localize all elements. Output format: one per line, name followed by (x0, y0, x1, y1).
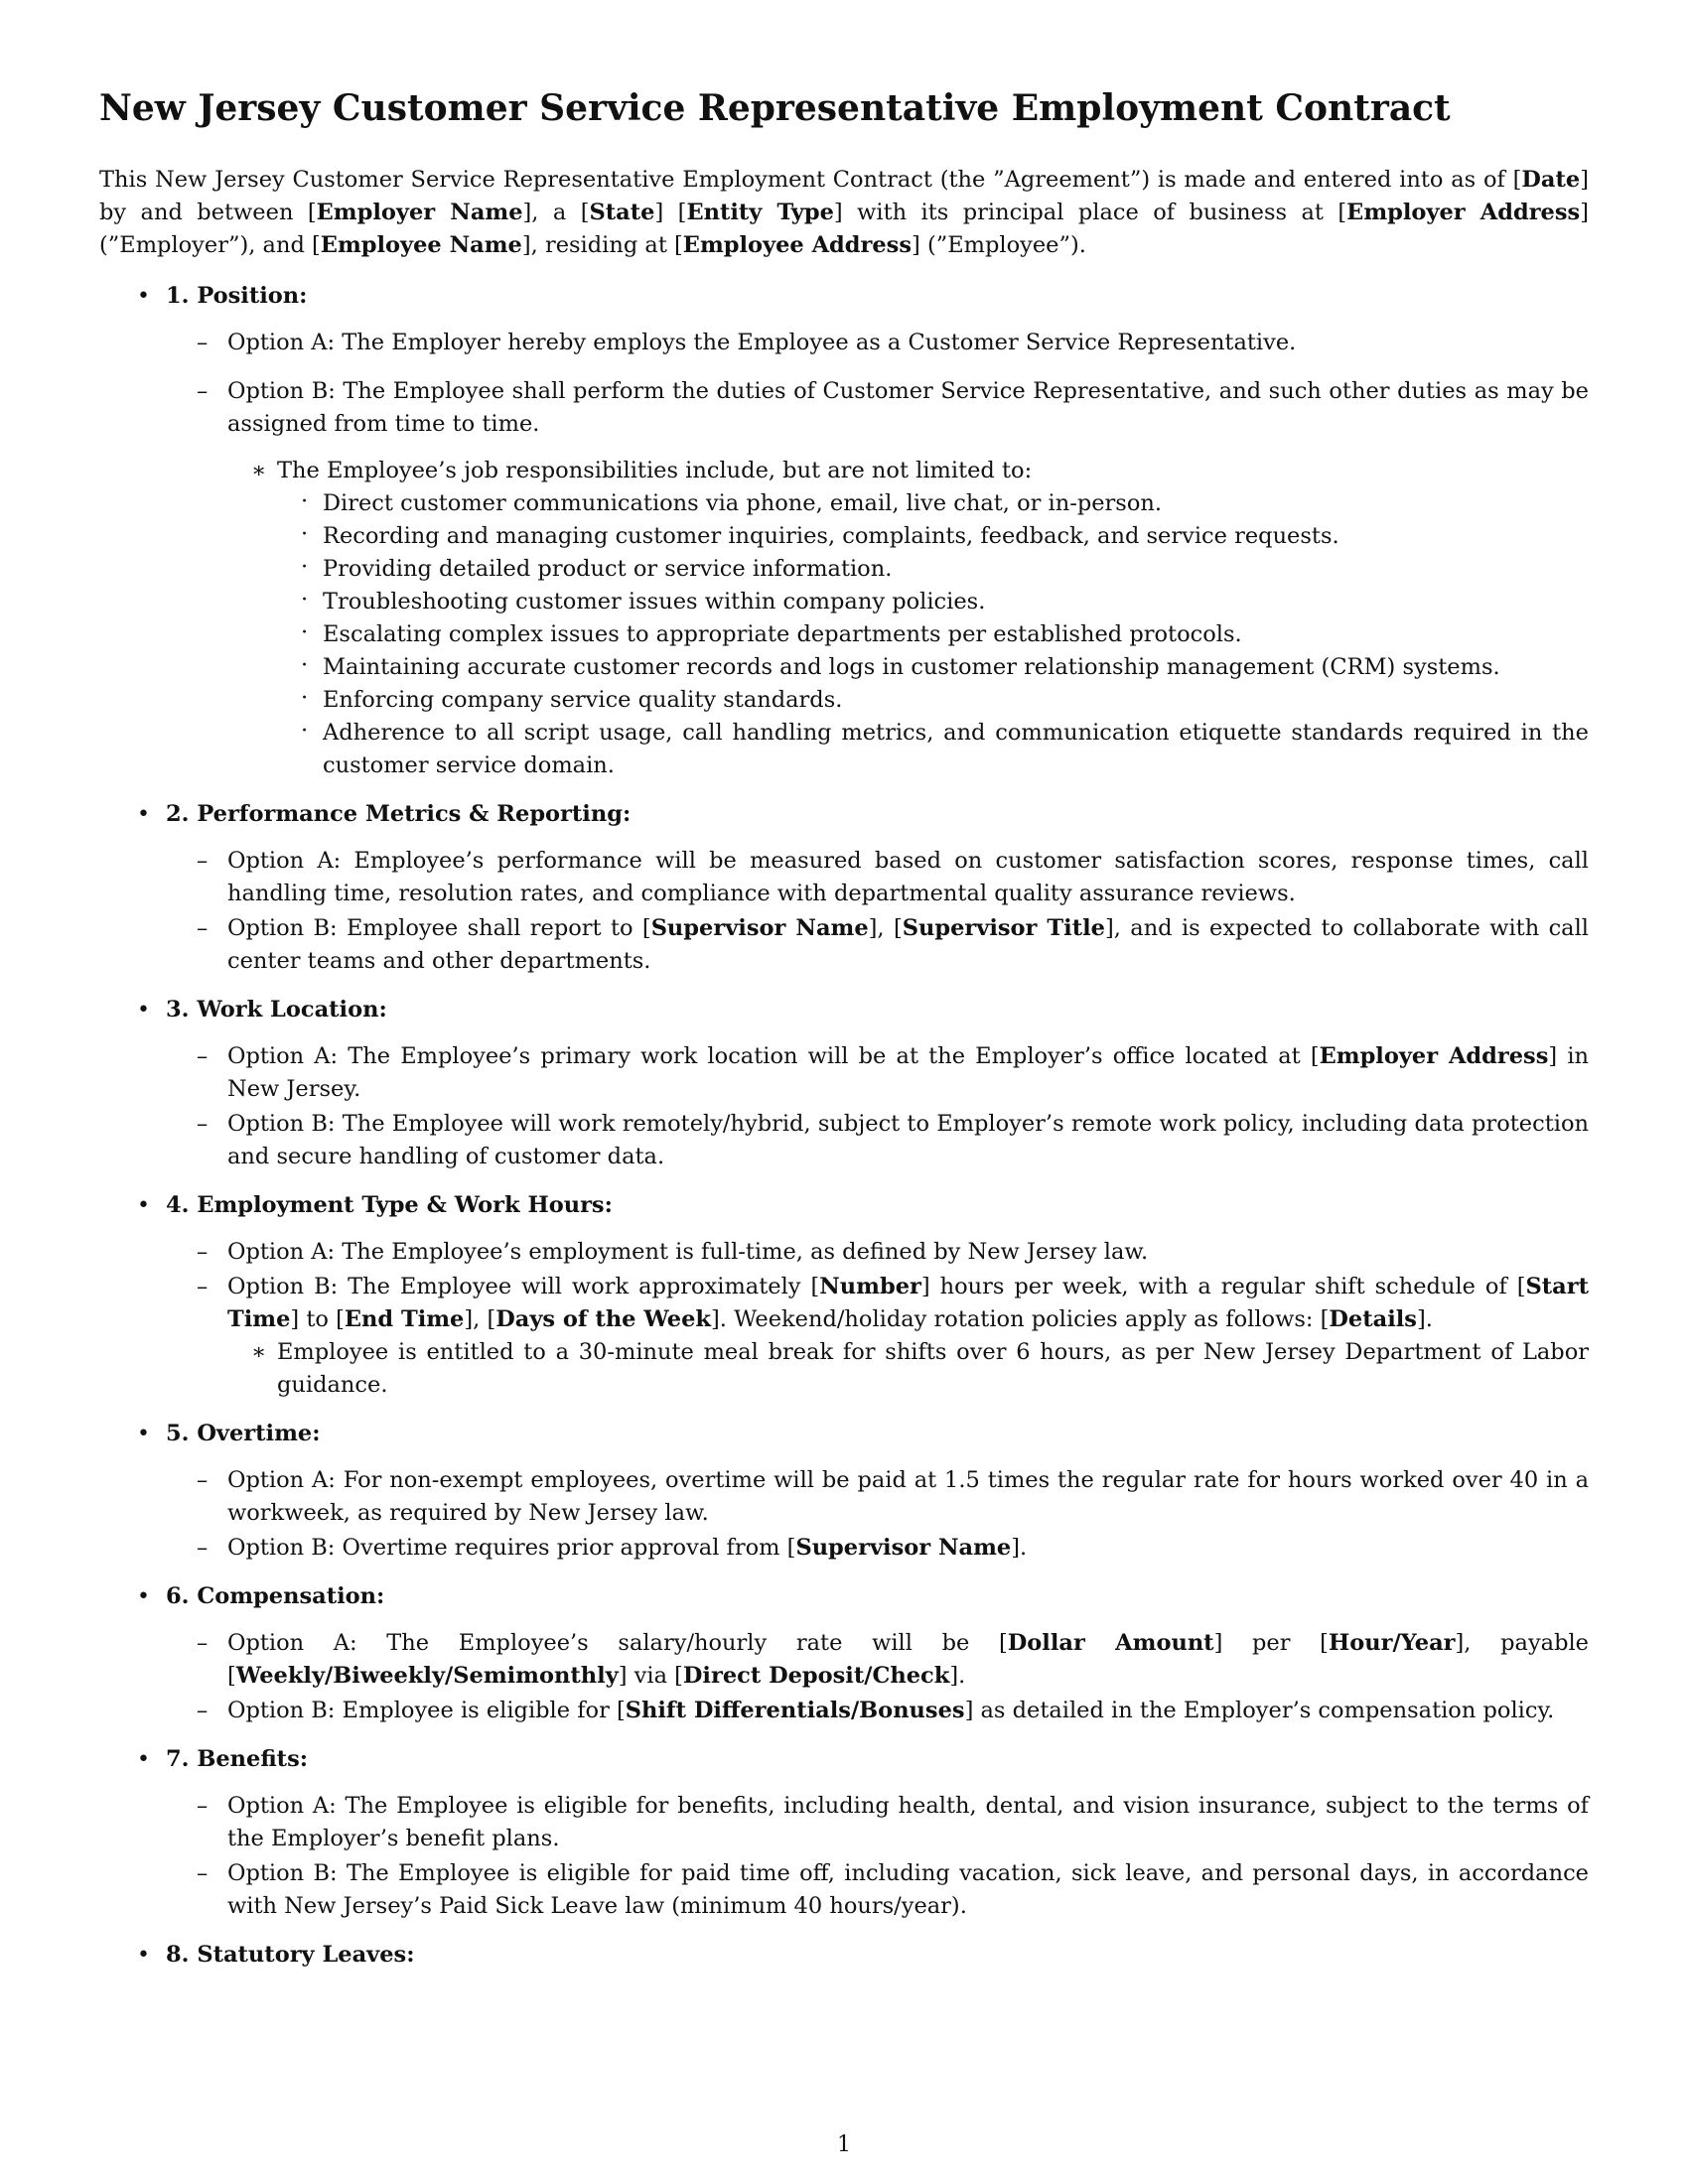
option-list (166, 845, 1589, 978)
dot-icon: · (301, 685, 309, 712)
document-title: New Jersey Customer Service Representative Employment Contract (99, 87, 1451, 129)
placeholder-employer-address: Employer Address (1346, 200, 1581, 226)
option-text: Option B: The Employee will work remotely/hybrid, subject to Employer’s remote work policy, including data protection and secure handling of customer data. (227, 1111, 1589, 1170)
option-text: ]. Weekend/holiday rotation policies apply as follows: [ (711, 1306, 1330, 1333)
placeholder-state: State (589, 200, 655, 226)
list-item-text: Escalating complex issues to appropriate departments per established protocols. (323, 621, 1242, 648)
placeholder-start-time: Start Time (227, 1274, 1589, 1333)
section-statutory-leaves (99, 1939, 1589, 1972)
option-b (166, 1271, 1589, 1402)
option-list (166, 327, 1589, 782)
list-item-text: Adherence to all script usage, call handling metrics, and communication etiquette standards required in the customer service domain. (323, 720, 1589, 779)
list-item (277, 618, 1589, 651)
option-b (166, 912, 1589, 978)
section-performance (99, 798, 1589, 978)
intro-text: ] [ (654, 200, 687, 226)
intro-text: ] with its principal place of business at [ (833, 200, 1347, 226)
option-text: Option B: The Employee shall perform the duties of Customer Service Representative, and such other duties as may be assigned from time to time. (227, 378, 1589, 438)
list-item (277, 553, 1589, 586)
contract-page (99, 87, 1589, 1987)
note-text: Employee is entitled to a 30-minute meal break for shifts over 6 hours, as per New Jersey Department of Labor guidance. (277, 1339, 1589, 1399)
dash-icon: – (197, 1698, 209, 1724)
dot-icon: · (301, 554, 309, 581)
option-list (166, 1236, 1589, 1402)
option-text: Option A: The Employee is eligible for benefits, including health, dental, and vision insurance, subject to the terms of the Employer’s benefit plans. (227, 1793, 1589, 1852)
dash-icon: – (197, 1793, 209, 1820)
intro-text: ], residing at [ (521, 232, 683, 259)
bullet-icon: • (137, 1422, 150, 1447)
option-text: ] hours per week, with a regular shift schedule of [ (920, 1274, 1526, 1300)
option-b (166, 1108, 1589, 1173)
option-list (166, 1627, 1589, 1727)
option-text: ]. (949, 1663, 966, 1690)
option-a (166, 1040, 1589, 1106)
placeholder-employee-address: Employee Address (682, 232, 913, 259)
list-item-text: Direct customer communications via phone, email, live chat, or in-person. (323, 490, 1163, 517)
placeholder-dollar-amount: Dollar Amount (1007, 1630, 1214, 1657)
option-b (166, 1532, 1589, 1565)
intro-text: ] by and between [ (99, 167, 1589, 226)
meal-break-note (227, 1336, 1589, 1402)
placeholder-shift-differentials: Shift Differentials/Bonuses (625, 1698, 965, 1724)
section-title: 2. Performance Metrics & Reporting: (166, 801, 632, 828)
dash-icon: – (197, 1630, 209, 1657)
bullet-icon: • (137, 1193, 150, 1219)
option-text: Option A: For non-exempt employees, overtime will be paid at 1.5 times the regular rate for hours worked over 40 in a workweek, as required by New Jersey law. (227, 1467, 1589, 1527)
placeholder-employee-name: Employee Name (320, 232, 522, 259)
dash-icon: – (197, 848, 209, 875)
bullet-icon: • (137, 1584, 150, 1610)
placeholder-days-of-week: Days of the Week (495, 1306, 711, 1333)
section-position (99, 280, 1589, 782)
option-a (166, 845, 1589, 910)
option-list (166, 1464, 1589, 1565)
intro-text: This New Jersey Customer Service Representative Employment Contract (the ”Agreement”) is made and entered into as of [ (99, 167, 1522, 194)
option-text: ]. (1011, 1535, 1028, 1562)
section-work-location (99, 994, 1589, 1173)
asterisk-icon: ∗ (251, 1339, 267, 1366)
section-employment-type (99, 1189, 1589, 1402)
bullet-icon: • (137, 998, 150, 1024)
list-item-text: Maintaining accurate customer records and logs in customer relationship management (CRM) systems. (323, 654, 1500, 681)
placeholder-pay-frequency: Weekly/Biweekly/Semimonthly (235, 1663, 619, 1690)
placeholder-end-time: End Time (344, 1306, 465, 1333)
option-a (166, 327, 1589, 359)
option-b (166, 375, 1589, 782)
placeholder-employer-address: Employer Address (1319, 1043, 1549, 1070)
dash-icon: – (197, 915, 209, 942)
section-title: 8. Statutory Leaves: (166, 1942, 415, 1969)
option-text: ] per [ (1213, 1630, 1329, 1657)
option-text: Option A: The Employer hereby employs the Employee as a Customer Service Representative. (227, 330, 1297, 356)
intro-text: ] (”Employer”), and [ (99, 200, 1589, 259)
intro-text: ], a [ (522, 200, 590, 226)
dash-icon: – (197, 1860, 209, 1887)
list-item (277, 586, 1589, 618)
intro-paragraph (99, 164, 1589, 262)
list-item-text: Recording and managing customer inquiries, complaints, feedback, and service requests. (323, 523, 1339, 550)
option-list (166, 1790, 1589, 1923)
option-b (166, 1857, 1589, 1923)
dot-icon: · (301, 488, 309, 515)
option-text: Option B: Employee shall report to [ (227, 915, 651, 942)
option-text: ] as detailed in the Employer’s compensation policy. (964, 1698, 1555, 1724)
placeholder-supervisor-name: Supervisor Name (650, 915, 869, 942)
section-benefits (99, 1743, 1589, 1923)
option-text: ] to [ (290, 1306, 345, 1333)
responsibilities-intro (227, 455, 1589, 782)
option-text: Option A: Employee’s performance will be measured based on customer satisfaction scores, response times, call handling time, resolution rates, and compliance with departmental quality assurance reviews. (227, 848, 1589, 907)
option-text: Option A: The Employee’s primary work location will be at the Employer’s office located at [ (227, 1043, 1320, 1070)
option-a (166, 1236, 1589, 1269)
placeholder-hour-year: Hour/Year (1328, 1630, 1456, 1657)
dot-icon: · (301, 718, 309, 745)
option-text: ], payable [ (227, 1630, 1589, 1690)
responsibility-items (277, 487, 1589, 782)
dash-icon: – (197, 330, 209, 356)
dash-icon: – (197, 1239, 209, 1266)
option-text: Option B: The Employee will work approximately [ (227, 1274, 820, 1300)
list-item (277, 520, 1589, 553)
dash-icon: – (197, 1467, 209, 1494)
intro-text: ] (”Employee”). (912, 232, 1086, 259)
dot-icon: · (301, 652, 309, 679)
option-b (166, 1695, 1589, 1727)
option-text: ] in New Jersey. (227, 1043, 1590, 1103)
responsibilities-list (227, 455, 1589, 782)
section-title: 6. Compensation: (166, 1583, 385, 1610)
dash-icon: – (197, 1274, 209, 1300)
list-item (277, 717, 1589, 782)
section-list (99, 280, 1589, 1972)
placeholder-number: Number (819, 1274, 921, 1300)
placeholder-payment-method: Direct Deposit/Check (682, 1663, 950, 1690)
list-item (277, 487, 1589, 520)
section-title: 4. Employment Type & Work Hours: (166, 1192, 613, 1219)
list-item-text: Troubleshooting customer issues within company policies. (323, 589, 986, 615)
option-list (166, 1040, 1589, 1173)
responsibilities-intro-text: The Employee’s job responsibilities include, but are not limited to: (277, 458, 1033, 484)
option-text: Option A: The Employee’s salary/hourly rate will be [ (227, 1630, 1008, 1657)
option-text: Option B: Overtime requires prior approval from [ (227, 1535, 796, 1562)
dash-icon: – (197, 1043, 209, 1070)
option-a (166, 1790, 1589, 1855)
option-text: Option A: The Employee’s employment is full-time, as defined by New Jersey law. (227, 1239, 1149, 1266)
list-item-text: Providing detailed product or service information. (323, 556, 893, 583)
placeholder-date: Date (1521, 167, 1581, 194)
list-item-text: Enforcing company service quality standards. (323, 687, 843, 714)
dot-icon: · (301, 619, 309, 646)
bullet-icon: • (137, 1747, 150, 1773)
option-text: ], and is expected to collaborate with call center teams and other departments. (227, 915, 1589, 975)
bullet-icon: • (137, 802, 150, 828)
placeholder-supervisor-name: Supervisor Name (795, 1535, 1012, 1562)
section-title: 7. Benefits: (166, 1746, 309, 1773)
dash-icon: – (197, 1535, 209, 1562)
section-title: 1. Position: (166, 283, 308, 310)
page-number: 1 (837, 2132, 851, 2157)
option-text: Option B: The Employee is eligible for paid time off, including vacation, sick leave, and personal days, in accordance with New Jersey’s Paid Sick Leave law (minimum 40 hours/year). (227, 1860, 1589, 1920)
placeholder-details: Details (1329, 1306, 1417, 1333)
option-text: ]. (1416, 1306, 1433, 1333)
list-item (277, 684, 1589, 717)
option-text: ], [ (464, 1306, 496, 1333)
dot-icon: · (301, 521, 309, 548)
dash-icon: – (197, 1111, 209, 1138)
section-compensation (99, 1580, 1589, 1727)
option-text: ] via [ (618, 1663, 683, 1690)
option-text: Option B: Employee is eligible for [ (227, 1698, 626, 1724)
dot-icon: · (301, 587, 309, 614)
dash-icon: – (197, 378, 209, 405)
placeholder-employer-name: Employer Name (316, 200, 523, 226)
work-hours-notes (227, 1336, 1589, 1402)
placeholder-supervisor-title: Supervisor Title (902, 915, 1105, 942)
asterisk-icon: ∗ (251, 458, 267, 484)
placeholder-entity-type: Entity Type (686, 200, 834, 226)
option-text: ], [ (868, 915, 903, 942)
section-title: 5. Overtime: (166, 1421, 321, 1447)
section-overtime (99, 1418, 1589, 1565)
bullet-icon: • (137, 284, 150, 310)
bullet-icon: • (137, 1943, 150, 1969)
option-a (166, 1627, 1589, 1693)
list-item (277, 651, 1589, 684)
option-a (166, 1464, 1589, 1530)
section-title: 3. Work Location: (166, 997, 387, 1024)
